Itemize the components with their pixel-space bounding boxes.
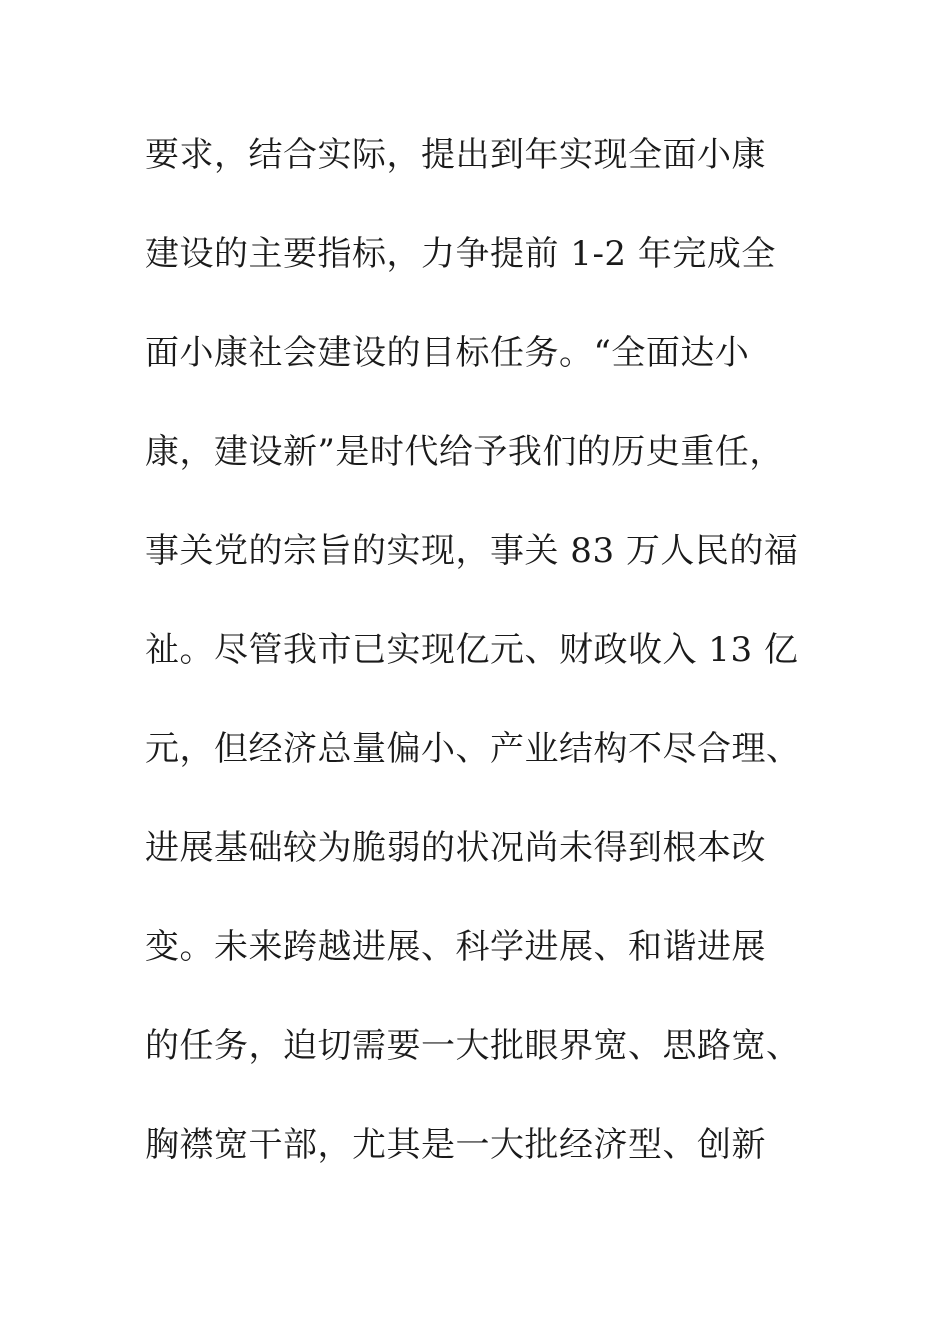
text-line: 的任务，迫切需要一大批眼界宽、思路宽、 bbox=[145, 1026, 801, 1066]
text-line: 事关党的宗旨的实现，事关 83 万人民的福 bbox=[145, 531, 799, 571]
text-line: 面小康社会建设的目标任务。“全面达小 bbox=[145, 333, 750, 373]
text-line: 要求，结合实际，提出到年实现全面小康 bbox=[145, 135, 766, 175]
text-line: 建设的主要指标，力争提前 1-2 年完成全 bbox=[145, 234, 776, 274]
text-line: 祉。尽管我市已实现亿元、财政收入 13 亿 bbox=[145, 630, 799, 670]
text-line: 进展基础较为脆弱的状况尚未得到根本改 bbox=[145, 828, 766, 868]
text-line: 胸襟宽干部，尤其是一大批经济型、创新 bbox=[145, 1125, 766, 1165]
text-line: 康，建设新”是时代给予我们的历史重任， bbox=[145, 432, 784, 472]
text-line: 变。未来跨越进展、科学进展、和谐进展 bbox=[145, 927, 766, 967]
body-paragraph bbox=[145, 128, 825, 1217]
text-line: 元，但经济总量偏小、产业结构不尽合理、 bbox=[145, 729, 801, 769]
